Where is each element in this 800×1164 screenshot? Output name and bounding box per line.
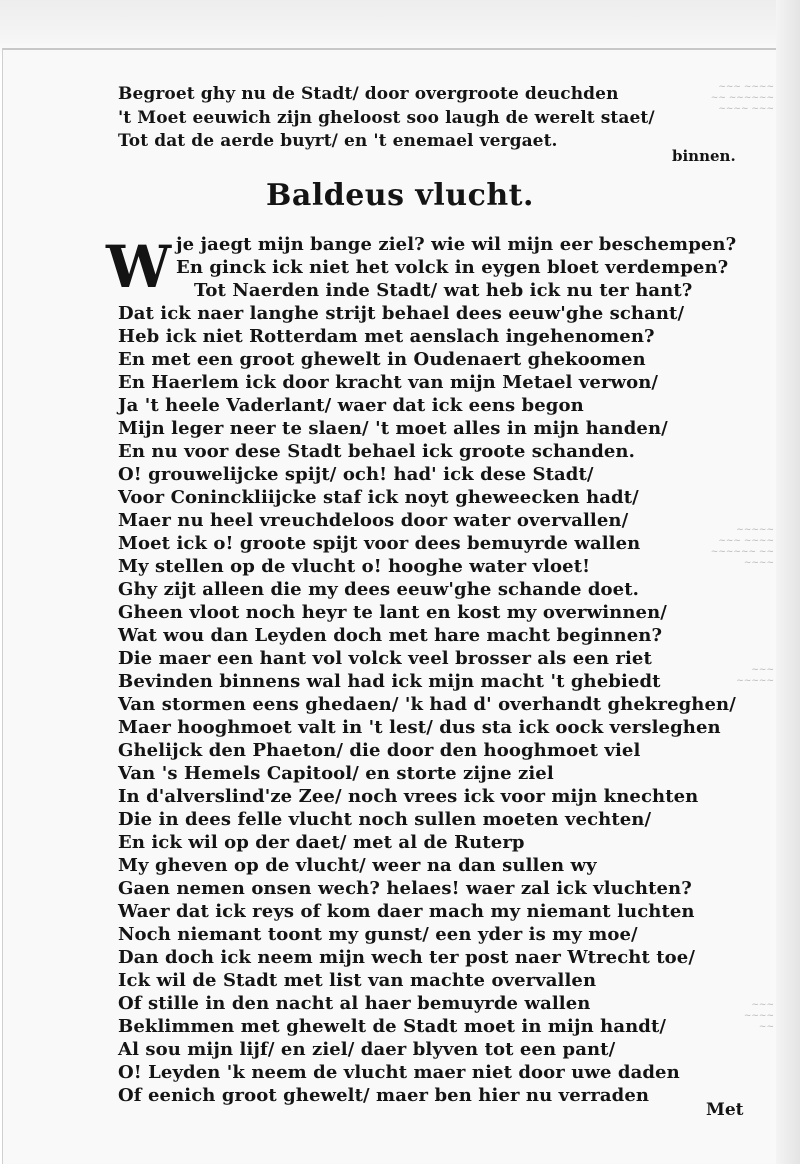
adjacent-page-strip (776, 0, 800, 1164)
intro-line: Tot dat de aerde buyrt/ en 't enemael vergaet. (118, 131, 558, 151)
poem-line: En ginck ick niet het volck in eygen bloet verdempen? (176, 257, 729, 278)
bleed-through-text: ~~~ ~~~~ ~~ (743, 1000, 774, 1032)
bleed-through-text: ~~~ ~~~~ ~~ ~~~~~~ ~~~~ ~~~ (710, 82, 774, 114)
poem-line: Van stormen eens ghedaen/ 'k had d' overhandt ghekreghen/ (118, 694, 736, 715)
catchword-bottom: Met (706, 1100, 744, 1120)
poem-line: Tot Naerden inde Stadt/ wat heb ick nu ter hant? (194, 280, 693, 301)
poem-line: Al sou mijn lijf/ en ziel/ daer blyven tot een pant/ (118, 1039, 616, 1060)
poem-line: je jaegt mijn bange ziel? wie wil mijn eer beschempen? (176, 234, 737, 255)
poem-line: Voor Coninckliijcke staf ick noyt gheweecken hadt/ (118, 487, 639, 508)
poem-line: Of eenich groot ghewelt/ maer ben hier nu verraden (118, 1085, 650, 1106)
poem-line: Dan doch ick neem mijn wech ter post naer Wtrecht toe/ (118, 947, 695, 968)
poem-line: Ghy zijt alleen die my dees eeuw'ghe schande doet. (118, 579, 639, 600)
poem-line: O! Leyden 'k neem de vlucht maer niet door uwe daden (118, 1062, 680, 1083)
poem-line: Heb ick niet Rotterdam met aenslach ingehenomen? (118, 326, 655, 347)
catchword-top: binnen. (672, 147, 736, 165)
poem-line: Ja 't heele Vaderlant/ waer dat ick eens begon (118, 395, 584, 416)
intro-line: 't Moet eeuwich zijn gheloost soo laugh de werelt staet/ (118, 108, 655, 128)
poem-line: Moet ick o! groote spijt voor dees bemuyrde wallen (118, 533, 641, 554)
poem-line: Dat ick naer langhe strijt behael dees eeuw'ghe schant/ (118, 303, 685, 324)
poem-line: Maer hooghmoet valt in 't lest/ dus sta ick oock versleghen (118, 717, 721, 738)
bleed-through-text: ~~~ ~~~~~ (736, 665, 774, 686)
poem-line: En met een groot ghewelt in Oudenaert ghekoomen (118, 349, 646, 370)
poem-line: Noch niemant toont my gunst/ een yder is my moe/ (118, 924, 638, 945)
poem-line: Of stille in den nacht al haer bemuyrde wallen (118, 993, 591, 1014)
poem-line: In d'alverslind'ze Zee/ noch vrees ick voor mijn knechten (118, 786, 699, 807)
poem-line: Waer dat ick reys of kom daer mach my niemant luchten (118, 901, 695, 922)
poem-line: Die maer een hant vol volck veel brosser als een riet (118, 648, 652, 669)
poem-line: Ghelijck den Phaeton/ die door den hooghmoet viel (118, 740, 641, 761)
poem-line: En ick wil op der daet/ met al de Ruterp (118, 832, 525, 853)
poem-line: Mijn leger neer te slaen/ 't moet alles in mijn handen/ (118, 418, 668, 439)
poem-line: O! grouwelijcke spijt/ och! had' ick dese Stadt/ (118, 464, 594, 485)
poem-line: Die in dees felle vlucht noch sullen moeten vechten/ (118, 809, 652, 830)
poem-title: Baldeus vlucht. (266, 178, 534, 213)
poem-line: Wat wou dan Leyden doch met hare macht beginnen? (118, 625, 663, 646)
poem-line: Beklimmen met ghewelt de Stadt moet in mijn handt/ (118, 1016, 667, 1037)
poem-line: En Haerlem ick door kracht van mijn Metael verwon/ (118, 372, 659, 393)
poem-line: Bevinden binnens wal had ick mijn macht 't ghebiedt (118, 671, 661, 692)
poem-line: My gheven op de vlucht/ weer na dan sullen wy (118, 855, 597, 876)
intro-line: Begroet ghy nu de Stadt/ door overgroote deuchden (118, 84, 619, 104)
bleed-through-text: ~~~~~ ~~~ ~~~~ ~~~~~~ ~~ ~~~~ (710, 525, 774, 568)
drop-cap-initial: W (106, 233, 172, 301)
poem-line: Gaen nemen onsen wech? helaes! waer zal ick vluchten? (118, 878, 692, 899)
poem-line: Ick wil de Stadt met list van machte overvallen (118, 970, 597, 991)
poem-line: Van 's Hemels Capitool/ en storte zijne ziel (118, 763, 554, 784)
poem-line: Maer nu heel vreuchdeloos door water overvallen/ (118, 510, 629, 531)
poem-line: My stellen op de vlucht o! hooghe water vloet! (118, 556, 591, 577)
poem-line: En nu voor dese Stadt behael ick groote schanden. (118, 441, 635, 462)
poem-line: Gheen vloot noch heyr te lant en kost my overwinnen/ (118, 602, 667, 623)
